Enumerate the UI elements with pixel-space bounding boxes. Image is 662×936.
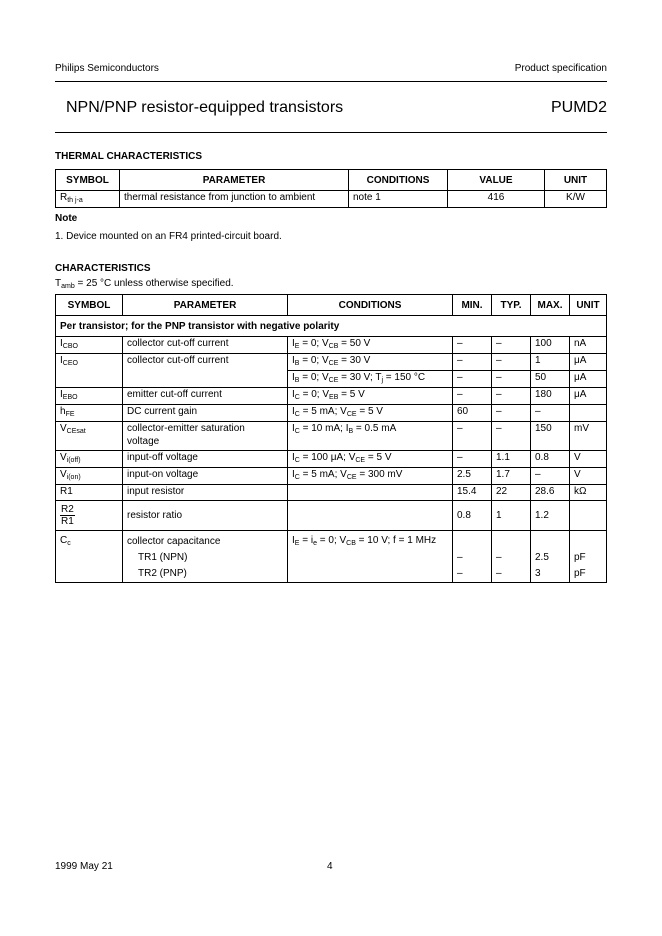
header-rule-bottom xyxy=(55,132,607,133)
table-row xyxy=(56,468,607,485)
max-cell: 150 xyxy=(531,422,570,451)
parameter-cell: collector cut-off current xyxy=(123,354,288,388)
ratio-fraction: $\frac{R2}{R1}$ xyxy=(61,503,74,527)
col-header: UNIT xyxy=(570,295,607,316)
parameter-cell: input resistor xyxy=(123,485,288,501)
unit-cell: K/W xyxy=(545,191,607,208)
max-cell: 1 xyxy=(531,354,570,371)
table-row xyxy=(56,337,607,354)
unit-cell: μA xyxy=(570,371,607,388)
table-row xyxy=(56,531,607,583)
characteristics-header-row xyxy=(56,295,607,316)
symbol-cell: $I_{CEO}$ xyxy=(56,354,123,388)
min-cell: 0.8 xyxy=(453,501,492,531)
header-rule-top xyxy=(55,81,607,82)
symbol-cell: $V_{i(on)}$ xyxy=(56,468,123,485)
min-cell: – xyxy=(453,337,492,354)
min-cell: – xyxy=(453,354,492,371)
group-row xyxy=(56,316,607,337)
symbol-cell: $h_{FE}$ xyxy=(56,405,123,422)
typ-cell: – xyxy=(492,405,531,422)
min-cell: 15.4 xyxy=(453,485,492,501)
conditions-cell: $I_C = 5$ mA; $V_{CE} = 300$ mV xyxy=(288,468,453,485)
symbol-cell: $V_{CEsat}$ xyxy=(56,422,123,451)
symbol-cell: R1 xyxy=(56,485,123,501)
note-heading: Note xyxy=(55,213,78,224)
col-header: PARAMETER xyxy=(123,295,288,316)
conditions-cell: $I_B = 0$; $V_{CE} = 30$ V xyxy=(288,354,453,371)
min-cell: – xyxy=(453,388,492,405)
unit-cell: V xyxy=(570,451,607,468)
parameter-cell: collector cut-off current xyxy=(123,337,288,354)
col-header: VALUE xyxy=(448,170,545,191)
parameter-cell: resistor ratio xyxy=(123,501,288,531)
max-cell: 50 xyxy=(531,371,570,388)
max-cell: 100 xyxy=(531,337,570,354)
parameter-cell: collector capacitance TR1 (NPN) TR2 (PNP) xyxy=(123,531,288,583)
symbol-cell: $R_{th j-a}$ xyxy=(56,191,120,208)
part-number: PUMD2 xyxy=(550,99,607,116)
max-cell: 180 xyxy=(531,388,570,405)
symbol-cell: $I_{CBO}$ xyxy=(56,337,123,354)
col-header: SYMBOL xyxy=(56,295,123,316)
footer-date: 1999 May 21 xyxy=(55,861,113,872)
page-title: NPN/PNP resistor-equipped transistors xyxy=(66,99,344,116)
table-row xyxy=(56,501,607,531)
col-header: MAX. xyxy=(531,295,570,316)
col-header: PARAMETER xyxy=(120,170,349,191)
conditions-cell: $I_B = 0$; $V_{CE} = 30$ V; $T_j = 150$ °C xyxy=(288,371,453,388)
parameter-cell: collector-emitter saturation voltage xyxy=(123,422,288,451)
table-row xyxy=(56,405,607,422)
note-text: 1. Device mounted on an FR4 printed-circuit board. xyxy=(55,231,282,242)
typ-cell: 1 xyxy=(492,501,531,531)
table-row xyxy=(56,388,607,405)
conditions-cell xyxy=(288,485,453,501)
value-cell: 416 xyxy=(448,191,545,208)
min-cell: – xyxy=(453,371,492,388)
symbol-cell: $C_c$ xyxy=(56,531,123,583)
min-cell: 2.5 xyxy=(453,468,492,485)
thermal-heading: THERMAL CHARACTERISTICS xyxy=(55,151,203,162)
unit-cell: pF pF xyxy=(570,531,607,583)
min-cell: 60 xyxy=(453,405,492,422)
col-header: SYMBOL xyxy=(56,170,120,191)
max-cell: – xyxy=(531,405,570,422)
symbol-cell xyxy=(56,501,123,531)
typ-cell: – xyxy=(492,371,531,388)
parameter-cell: input-on voltage xyxy=(123,468,288,485)
typ-cell: – xyxy=(492,388,531,405)
unit-cell xyxy=(570,501,607,531)
thermal-header-row xyxy=(56,170,607,191)
typ-cell: – xyxy=(492,337,531,354)
parameter-cell: DC current gain xyxy=(123,405,288,422)
min-cell: – – xyxy=(453,531,492,583)
conditions-cell xyxy=(288,501,453,531)
parameter-cell: thermal resistance from junction to ambient xyxy=(120,191,349,208)
typ-cell: – xyxy=(492,422,531,451)
group-label: Per transistor; for the PNP transistor with negative polarity xyxy=(56,316,607,337)
min-cell: – xyxy=(453,422,492,451)
min-cell: – xyxy=(453,451,492,468)
unit-cell xyxy=(570,405,607,422)
parameter-cell: input-off voltage xyxy=(123,451,288,468)
col-header: MIN. xyxy=(453,295,492,316)
symbol-cell: $I_{EBO}$ xyxy=(56,388,123,405)
temperature-note: $T_{amb} = 25$ °C unless otherwise specified. xyxy=(55,278,234,290)
conditions-cell: $I_E = i_e = 0$; $V_{CB} = 10$ V; f = 1 MHz xyxy=(288,531,453,583)
max-cell: – xyxy=(531,468,570,485)
conditions-cell: $I_E = 0$; $V_{CB} = 50$ V xyxy=(288,337,453,354)
table-row xyxy=(56,354,607,371)
unit-cell: μA xyxy=(570,388,607,405)
parameter-cell: emitter cut-off current xyxy=(123,388,288,405)
table-row xyxy=(56,422,607,451)
unit-cell: kΩ xyxy=(570,485,607,501)
max-cell: 0.8 xyxy=(531,451,570,468)
typ-cell: – xyxy=(492,354,531,371)
typ-cell: 1.1 xyxy=(492,451,531,468)
table-row xyxy=(56,191,607,208)
col-header: TYP. xyxy=(492,295,531,316)
conditions-cell: $I_C = 100$ μA; $V_{CE} = 5$ V xyxy=(288,451,453,468)
col-header: CONDITIONS xyxy=(349,170,448,191)
symbol-cell: $V_{i(off)}$ xyxy=(56,451,123,468)
document-type: Product specification xyxy=(514,63,607,74)
col-header: CONDITIONS xyxy=(288,295,453,316)
col-header: UNIT xyxy=(545,170,607,191)
max-cell: 1.2 xyxy=(531,501,570,531)
conditions-cell: $I_C = 5$ mA; $V_{CE} = 5$ V xyxy=(288,405,453,422)
max-cell: 2.5 3 xyxy=(531,531,570,583)
typ-cell: 22 xyxy=(492,485,531,501)
unit-cell: V xyxy=(570,468,607,485)
company-name: Philips Semiconductors xyxy=(55,63,159,74)
characteristics-heading: CHARACTERISTICS xyxy=(55,263,151,274)
conditions-cell: $I_C = 10$ mA; $I_B = 0.5$ mA xyxy=(288,422,453,451)
thermal-table xyxy=(55,169,607,208)
unit-cell: mV xyxy=(570,422,607,451)
conditions-cell: note 1 xyxy=(349,191,448,208)
characteristics-table xyxy=(55,294,607,583)
conditions-cell: $I_C = 0$; $V_{EB} = 5$ V xyxy=(288,388,453,405)
table-row xyxy=(56,451,607,468)
table-row xyxy=(56,485,607,501)
typ-cell: 1.7 xyxy=(492,468,531,485)
typ-cell: – – xyxy=(492,531,531,583)
page-number: 4 xyxy=(327,861,333,872)
max-cell: 28.6 xyxy=(531,485,570,501)
unit-cell: μA xyxy=(570,354,607,371)
unit-cell: nA xyxy=(570,337,607,354)
